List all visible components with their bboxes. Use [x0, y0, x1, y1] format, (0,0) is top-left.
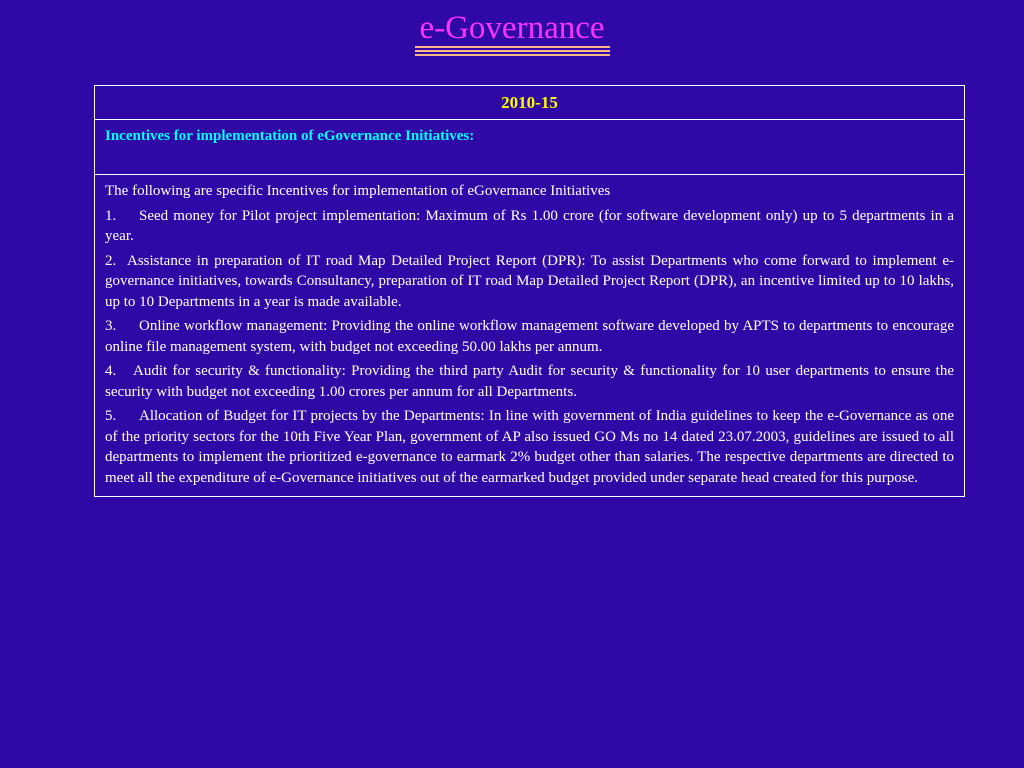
item-number: 3. — [105, 318, 117, 334]
table-body — [95, 175, 964, 496]
item-text: Online workflow management: Providing the online workflow management software developed by APTS to departments to encourage online file management system, with budget not exceeding 50.00 lakhs per annum. — [105, 318, 954, 355]
list-item — [105, 316, 954, 357]
title-underline — [415, 54, 610, 56]
item-number: 4. — [105, 363, 117, 379]
title-underline — [415, 50, 610, 52]
intro-text: The following are specific Incentives for implementation of eGovernance Initiatives — [105, 183, 611, 199]
incentives-table — [94, 85, 965, 497]
list-item — [105, 251, 954, 313]
item-number: 1. — [105, 207, 117, 224]
item-number: 2. — [105, 252, 117, 269]
list-item — [105, 206, 954, 247]
table-year-header: 2010-15 — [95, 86, 964, 120]
title-underline — [415, 46, 610, 48]
item-number: 5. — [105, 408, 117, 424]
table-section-heading: Incentives for implementation of eGovernance Initiatives: — [95, 120, 964, 175]
item-text: Allocation of Budget for IT projects by the Departments: In line with government of India guidelines to keep the e-Governance as one of the priority sectors for the 10th Five Year Plan, government of AP also issued GO Ms no 14 dated 23.07.2003, guidelines are issued to all departments to implement the prioritized e-governance to earmark 2% budget other than salaries. The respective departments are directed to meet all the expenditure of e-Governance initiatives out of the earmarked budget provided under separate head created for this purpose. — [105, 408, 954, 486]
list-item — [105, 406, 954, 488]
item-text: Assistance in preparation of IT road Map Detailed Project Report (DPR): To assist Departments who come forward to implement e-governance initiatives, towards Consultancy, preparation of IT road Map Detailed Project Report (DPR), an incentive limited up to 10 lakhs, up to 10 Departments in a year is made available. — [105, 252, 954, 310]
list-item — [105, 361, 954, 402]
item-text: Audit for security & functionality: Providing the third party Audit for security & functionality for 10 user departments to ensure the security with budget not exceeding 1.00 crores per annum for all Departments. — [105, 363, 954, 400]
item-text: Seed money for Pilot project implementation: Maximum of Rs 1.00 crore (for software development only) up to 5 departments in a year. — [105, 207, 954, 244]
slide-title: e-Governance — [419, 10, 605, 46]
